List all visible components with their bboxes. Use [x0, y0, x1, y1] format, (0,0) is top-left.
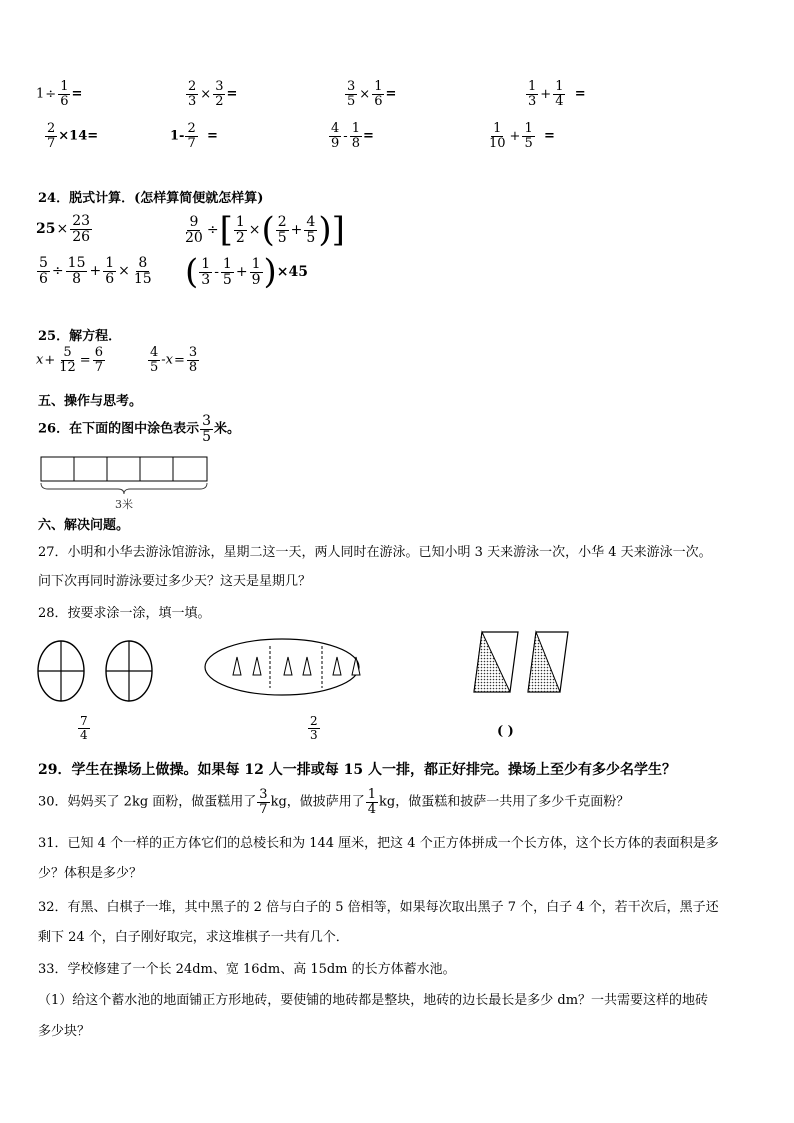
- fraction: [350, 122, 362, 150]
- calc-r1-c1: [36, 80, 82, 108]
- numerator: 23: [72, 213, 91, 229]
- denominator: 5: [222, 271, 232, 288]
- numerator: 9: [189, 213, 199, 230]
- fraction: [70, 214, 92, 244]
- right-paren: ): [318, 210, 332, 250]
- denominator: 20: [185, 229, 203, 246]
- denominator: 3: [310, 727, 318, 742]
- bar-cell-5[interactable]: [173, 457, 207, 481]
- numerator: 7: [80, 714, 88, 728]
- operator: ×: [359, 86, 371, 102]
- calc-r1-c2: [185, 80, 237, 108]
- numerator: 1: [351, 121, 360, 136]
- numerator: 8: [138, 255, 148, 271]
- numerator: 5: [39, 255, 48, 271]
- operator: ×: [118, 263, 130, 280]
- numerator: 1: [222, 255, 232, 272]
- q26-pre: 26．在下面的图中涂色表示: [38, 421, 200, 437]
- denominator: 9: [331, 135, 340, 151]
- denominator: 6: [60, 93, 69, 109]
- operator: ÷: [206, 222, 219, 238]
- numerator: 4: [306, 213, 316, 230]
- q28-title: 28．按要求涂一涂，填一填。: [38, 606, 211, 621]
- numerator: 3: [215, 79, 224, 94]
- equals: =: [385, 86, 397, 102]
- numerator: 2: [47, 121, 56, 136]
- q32-line-2: 剩下 24 个，白子刚好取完，求这堆棋子一共有几个．: [38, 930, 349, 945]
- left-paren: (: [261, 210, 275, 250]
- numerator: 1: [524, 121, 533, 136]
- operator: +: [540, 86, 552, 102]
- fraction: [526, 80, 538, 108]
- denominator: 3: [528, 93, 537, 109]
- fraction: [132, 256, 154, 286]
- q32-line-1: 32．有黑、白棋子一堆，其中黑子的 2 倍与白子的 5 倍相等，如果每次取出黑子 7 个，白子 4 个，若干次后，黑子还: [38, 900, 719, 915]
- fraction: [186, 80, 198, 108]
- fraction: [487, 122, 508, 150]
- bar-cell-3[interactable]: [107, 457, 140, 481]
- equals: =: [71, 86, 83, 102]
- fraction: [221, 257, 234, 287]
- operator: -x: [161, 352, 174, 368]
- calc-r2-c2: [170, 122, 218, 150]
- fraction: [66, 256, 88, 286]
- fraction: [366, 788, 378, 816]
- fraction: [372, 80, 384, 108]
- fraction: [304, 215, 317, 245]
- denominator: 6: [105, 270, 115, 287]
- fraction: [345, 80, 357, 108]
- calc-r1-c4: [525, 80, 586, 108]
- fraction: [93, 346, 105, 374]
- q24-expr-2: [182, 210, 345, 250]
- operator: +: [89, 263, 102, 280]
- denominator: 5: [306, 229, 316, 246]
- q24-expr-1: [36, 214, 93, 244]
- right-bracket: ]: [331, 210, 345, 250]
- operator: ×: [248, 222, 261, 238]
- denominator: 7: [187, 135, 196, 151]
- denominator: 15: [133, 270, 152, 287]
- numerator: 3: [202, 413, 212, 429]
- calc-r2-c1: [44, 122, 98, 150]
- fraction: [308, 715, 320, 741]
- denominator: 5: [347, 93, 356, 109]
- q26-text: [38, 414, 240, 444]
- numerator: 1: [367, 787, 377, 802]
- numerator: 15: [67, 255, 86, 271]
- denominator: 9: [251, 271, 261, 288]
- q33-line-1: 33．学校修建了一个长 24dm、宽 16dm、高 15dm 的长方体蓄水池。: [38, 962, 456, 977]
- q29: 29．学生在操场上做操。如果每 12 人一排或每 15 人一排，都正好排完。操场上至少有多少名学生？: [38, 762, 676, 778]
- denominator: 2: [215, 93, 224, 109]
- denominator: 5: [202, 428, 212, 445]
- fraction: [276, 215, 289, 245]
- calc-r2-c3: [328, 122, 374, 150]
- fraction: [57, 346, 78, 374]
- operator: ×: [200, 86, 212, 102]
- fraction: [78, 715, 90, 741]
- q31-line-1: 31．已知 4 个一样的正方体它们的总棱长和为 144 厘米，把这 4 个正方体拼成一个长方体，这个长方体的表面积是多: [38, 836, 719, 851]
- num-a: 25: [36, 221, 56, 238]
- numerator: 2: [310, 714, 318, 728]
- denominator: 7: [259, 801, 268, 817]
- denominator: 6: [39, 270, 48, 287]
- denominator: 4: [555, 93, 564, 109]
- fraction: [45, 122, 57, 150]
- brace: [41, 483, 207, 494]
- equals: =: [362, 128, 374, 144]
- q33-line-2: （1）给这个蓄水池的地面铺正方形地砖，要使铺的地砖都是整块，地砖的边长最长是多少 dm？一共需要这样的地砖: [38, 993, 709, 1008]
- bar-cell-2[interactable]: [74, 457, 107, 481]
- q30-post: kg，做蛋糕和披萨一共用了多少千克面粉？: [379, 794, 630, 810]
- q31-line-2: 少？体积是多少？: [38, 866, 143, 881]
- denominator: 8: [351, 135, 360, 151]
- left-bracket: [: [219, 210, 233, 250]
- equals: =: [226, 86, 238, 102]
- operator: -: [179, 128, 185, 144]
- q30: [38, 788, 629, 816]
- q26-post: 米。: [214, 421, 241, 437]
- denominator: 2: [235, 229, 245, 246]
- numerator: 1: [201, 255, 211, 272]
- denominator: 4: [80, 727, 88, 742]
- equals: =: [544, 128, 555, 144]
- fraction: [213, 80, 225, 108]
- numerator: 1: [493, 121, 502, 136]
- calc-r2-c4: [486, 122, 555, 150]
- variable-x: x: [36, 352, 44, 368]
- q30-mid: kg，做披萨用了: [270, 794, 365, 810]
- section-5-heading: 五、操作与思考。: [38, 394, 143, 409]
- fraction: [257, 788, 269, 816]
- equals: =: [207, 128, 218, 144]
- operator: +: [235, 264, 248, 280]
- section-6-heading: 六、解决问题。: [38, 518, 130, 533]
- fraction: [200, 414, 213, 444]
- operator: +: [509, 128, 521, 144]
- denominator: 5: [524, 135, 533, 151]
- fraction: [185, 122, 197, 150]
- numerator: 4: [331, 121, 340, 136]
- tail: ×45: [276, 264, 308, 280]
- denominator: 12: [59, 359, 76, 375]
- operator: ÷: [45, 86, 57, 102]
- num-a: 1: [36, 86, 45, 102]
- bar-cell-1[interactable]: [41, 457, 74, 481]
- q27-line-1: 27．小明和小华去游泳馆游泳，星期二这一天，两人同时在游泳。已知小明 3 天来游泳一次，小华 4 天来游泳一次。: [38, 545, 712, 560]
- equals: =: [174, 352, 185, 368]
- numerator: 3: [259, 787, 268, 802]
- numerator: 6: [94, 345, 103, 360]
- denominator: 7: [47, 135, 56, 151]
- fraction: [329, 122, 341, 150]
- denominator: 6: [374, 93, 383, 109]
- q25-eq-2: [147, 346, 200, 374]
- equals: =: [574, 86, 586, 102]
- q33-line-3: 多少块？: [38, 1024, 91, 1039]
- numerator: 3: [347, 79, 356, 94]
- numerator: 2: [188, 79, 197, 94]
- q28-fraction-2: [307, 715, 321, 741]
- denominator: 4: [367, 801, 377, 817]
- denominator: 3: [201, 271, 211, 288]
- operator: ×14: [58, 128, 88, 144]
- numerator: 1: [528, 79, 537, 94]
- denominator: 3: [188, 93, 197, 109]
- q25-eq-1: [36, 346, 106, 374]
- denominator: 26: [72, 228, 91, 245]
- fraction: [187, 346, 199, 374]
- numerator: 2: [277, 213, 287, 230]
- numerator: 4: [150, 345, 159, 360]
- fraction: [183, 215, 205, 245]
- calc-r1-c3: [344, 80, 396, 108]
- bar-cell-4[interactable]: [140, 457, 173, 481]
- operator: -: [214, 264, 219, 280]
- numerator: 5: [63, 345, 72, 360]
- q28-answer-blank[interactable]: ( ): [497, 724, 514, 739]
- q25-title: 25．解方程．: [38, 329, 122, 344]
- equals: =: [87, 128, 99, 144]
- q24-expr-3: [36, 256, 155, 286]
- denominator: 5: [277, 229, 287, 246]
- fraction: [58, 80, 70, 108]
- fraction: [148, 346, 160, 374]
- numerator: 1: [374, 79, 383, 94]
- q24-title: 24．脱式计算．(怎样算简便就怎样算): [38, 191, 264, 206]
- q28-figures: [30, 630, 590, 710]
- numerator: 2: [187, 121, 196, 136]
- numerator: 3: [188, 345, 198, 360]
- left-paren: (: [185, 252, 199, 292]
- fraction: [522, 122, 534, 150]
- fraction: [37, 256, 50, 286]
- num-a: 1: [170, 128, 180, 144]
- denominator: 8: [188, 359, 198, 375]
- q30-pre: 30．妈妈买了 2kg 面粉，做蛋糕用了: [38, 794, 257, 810]
- numerator: 1: [105, 255, 115, 271]
- fraction: [103, 256, 116, 286]
- numerator: 1: [555, 79, 564, 94]
- numerator: 1: [60, 79, 69, 94]
- numerator: 1: [251, 255, 261, 272]
- operator: ×: [56, 221, 69, 238]
- operator: -: [343, 128, 348, 144]
- operator: +: [290, 222, 303, 238]
- q24-expr-4: [185, 252, 308, 292]
- operator: ÷: [51, 263, 64, 280]
- q27-line-2: 问下次再同时游泳要过多少天？这天是星期几？: [38, 574, 312, 589]
- right-paren: ): [263, 252, 277, 292]
- brace-label: 3米: [115, 498, 133, 511]
- denominator: 7: [94, 359, 103, 375]
- operator: +: [44, 352, 56, 368]
- numerator: 1: [235, 213, 245, 230]
- fraction: [234, 215, 247, 245]
- denominator: 8: [72, 270, 82, 287]
- q28-fraction-1: [77, 715, 91, 741]
- equals: =: [79, 352, 91, 368]
- fraction: [250, 257, 263, 287]
- fraction: [199, 257, 212, 287]
- fraction: [553, 80, 565, 108]
- denominator: 10: [489, 135, 506, 151]
- denominator: 5: [150, 359, 159, 375]
